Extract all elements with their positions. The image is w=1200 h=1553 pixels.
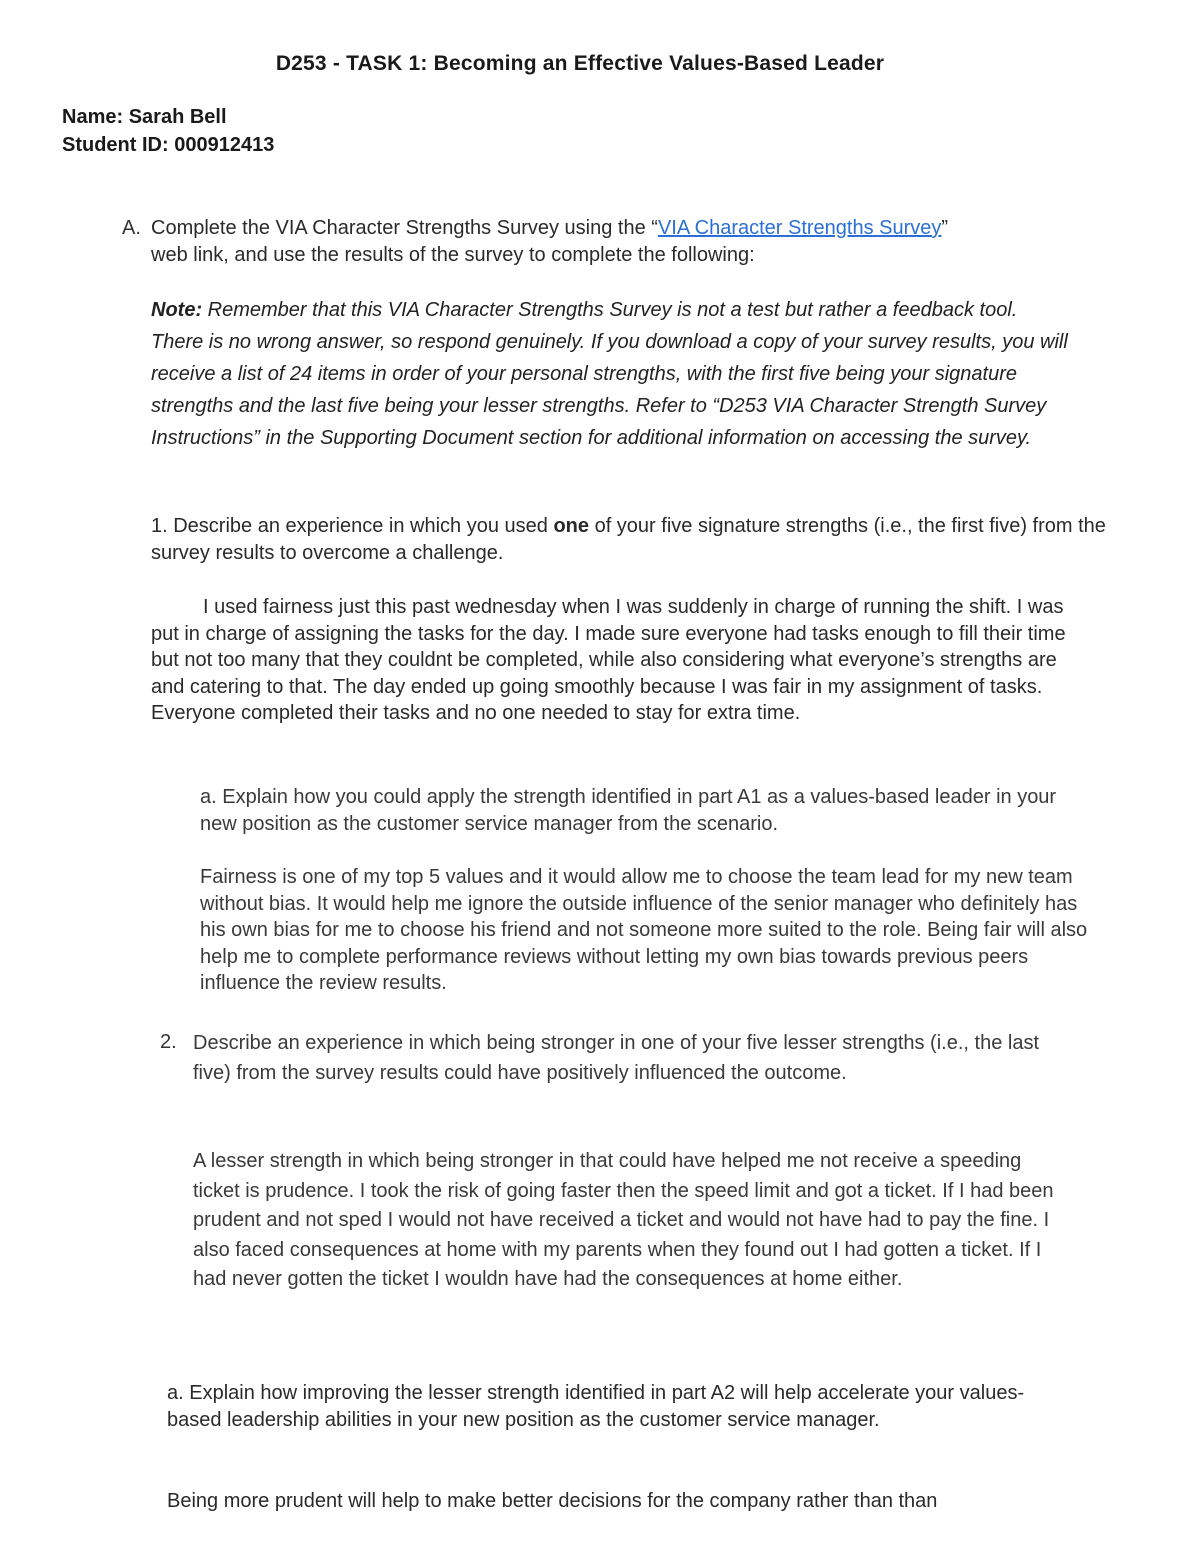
note-text: Remember that this VIA Character Strengths Survey is not a test but rather a feedback tool. There is no wrong answer, so respond genuinely. If you download a copy of your survey results, you will receive a list of 24 items in order of your personal strengths, with the first five being your signature strengths and the last five being your lesser strengths. Refer to “D253 VIA Character Strength Survey Instructions” in the Supporting Document section for additional information on accessing the survey. (151, 299, 1068, 449)
student-id: 000912413 (174, 134, 275, 156)
q2a-answer: Being more prudent will help to make better decisions for the company rather than than (167, 1490, 938, 1512)
survey-note (151, 294, 1071, 454)
section-a-intro-line2: web link, and use the results of the survey to complete the following: (151, 243, 755, 266)
q1-prompt-start: 1. Describe an experience in which you used (151, 515, 554, 537)
q1-answer: I used fairness just this past wednesday when I was suddenly in charge of running the shift. I was put in charge of assigning the tasks for the day. I made sure everyone had tasks enough to fill their time but not too many that they couldnt be completed, while also considering what everyone’s strengths are and catering to that. The day ended up going smoothly because I was fair in my assignment of tasks. Everyone completed their tasks and no one needed to stay for extra time. (151, 596, 1066, 724)
section-a-intro-text: Complete the VIA Character Strengths Survey using the “ (151, 217, 658, 239)
q1a-answer: Fairness is one of my top 5 values and it would allow me to choose the team lead for my new team without bias. It would help me ignore the outside influence of the senior manager who definitely has his own bias for me to choose his friend and not someone more suited to the role. Being fair will also help me to complete performance reviews without letting my own bias towards previous peers influence the review results. (200, 866, 1088, 994)
student-id-line (62, 134, 274, 157)
q2-marker: 2. (160, 1031, 177, 1053)
student-name-line (62, 106, 227, 129)
student-name: Sarah Bell (128, 106, 227, 128)
section-a-intro (151, 215, 1111, 268)
q2-answer: A lesser strength in which being stronger in that could have helped me not receive a speeding ticket is prudence. I took the risk of going faster then the speed limit and got a ticket. If I had been prudent and not sped I would not have received a ticket and would not have had to pay the fine. I also faced consequences at home with my parents when they found out I had gotten a ticket. If I had never gotten the ticket I wouldn have had the consequences at home either. (193, 1150, 1054, 1290)
note-label: Note: (151, 299, 203, 321)
q2-prompt: Describe an experience in which being stronger in one of your five lesser strengths (i.e., the last five) from the survey results could have positively influenced the outcome. (193, 1032, 1039, 1084)
via-survey-link[interactable]: VIA Character Strengths Survey (657, 217, 942, 239)
name-label: Name: (62, 106, 124, 128)
section-a-marker: A. (122, 217, 141, 239)
q1a-prompt: a. Explain how you could apply the strength identified in part A1 as a values-based leader in your new position as the customer service manager from the scenario. (200, 786, 1057, 835)
document-title: D253 - TASK 1: Becoming an Effective Values-Based Leader (275, 52, 885, 75)
section-a-intro-close-quote: ” (941, 217, 949, 239)
q1-prompt-end: of your five signature strengths (i.e., the first five) from the survey results to overcome a challenge. (151, 515, 1106, 564)
q1-prompt (151, 513, 1111, 566)
q1-prompt-bold: one (553, 515, 590, 537)
student-id-label: Student ID: (62, 134, 169, 156)
q2a-prompt: a. Explain how improving the lesser strength identified in part A2 will help accelerate your values-based leadership abilities in your new position as the customer service manager. (167, 1382, 1025, 1431)
